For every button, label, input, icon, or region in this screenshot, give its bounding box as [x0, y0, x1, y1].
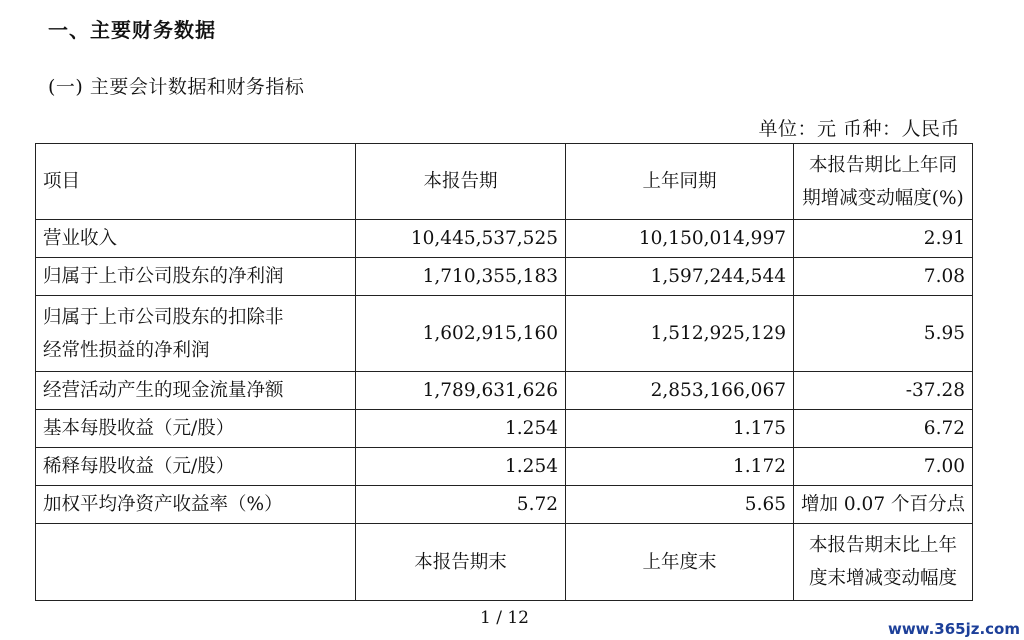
row-prior: 1,512,925,129 [566, 296, 794, 372]
row-change: 增加 0.07 个百分点 [794, 486, 973, 524]
table-row [36, 296, 973, 372]
row-change: 5.95 [794, 296, 973, 372]
row-prior: 1,597,244,544 [566, 258, 794, 296]
row-label: 经营活动产生的现金流量净额 [36, 372, 356, 410]
subheader-empty-cell [36, 524, 356, 601]
row-current: 1.254 [356, 410, 566, 448]
row-label: 稀释每股收益（元/股） [36, 448, 356, 486]
subheader-prior-year-end: 上年度末 [566, 524, 794, 601]
row-prior: 5.65 [566, 486, 794, 524]
header-prior-period: 上年同期 [566, 144, 794, 220]
row-current: 10,445,537,525 [356, 220, 566, 258]
financial-indicators-table [35, 143, 973, 601]
header-change-line1: 本报告期比上年同 [808, 154, 957, 176]
header-current-period: 本报告期 [356, 144, 566, 220]
row-prior: 10,150,014,997 [566, 220, 794, 258]
row-prior: 1.172 [566, 448, 794, 486]
table-row [36, 448, 973, 486]
subheader-change [794, 524, 973, 601]
row-current: 1,789,631,626 [356, 372, 566, 410]
table-row [36, 410, 973, 448]
table-row [36, 486, 973, 524]
row-label-line2: 经常性损益的净利润 [43, 339, 210, 361]
row-change: 6.72 [794, 410, 973, 448]
row-label: 归属于上市公司股东的净利润 [36, 258, 356, 296]
unit-currency-note: 单位：元 币种：人民币 [758, 118, 960, 140]
table-row [36, 258, 973, 296]
header-change [794, 144, 973, 220]
row-prior: 2,853,166,067 [566, 372, 794, 410]
section-title: 一、主要财务数据 [48, 18, 216, 42]
row-prior: 1.175 [566, 410, 794, 448]
row-label: 加权平均净资产收益率（%） [36, 486, 356, 524]
row-current: 5.72 [356, 486, 566, 524]
row-change: -37.28 [794, 372, 973, 410]
row-current: 1.254 [356, 448, 566, 486]
watermark: www.365jz.com [887, 620, 1020, 638]
table-subheader-row [36, 524, 973, 601]
row-change: 2.91 [794, 220, 973, 258]
header-item: 项目 [36, 144, 356, 220]
row-label: 营业收入 [36, 220, 356, 258]
row-change: 7.00 [794, 448, 973, 486]
table-row [36, 220, 973, 258]
row-label: 基本每股收益（元/股） [36, 410, 356, 448]
row-current: 1,710,355,183 [356, 258, 566, 296]
subheader-current-period-end: 本报告期末 [356, 524, 566, 601]
table-row [36, 372, 973, 410]
row-current: 1,602,915,160 [356, 296, 566, 372]
row-change: 7.08 [794, 258, 973, 296]
page-indicator: 1 / 12 [480, 608, 529, 628]
table-header-row [36, 144, 973, 220]
row-label [36, 296, 356, 372]
subheader-change-line1: 本报告期末比上年 [808, 535, 957, 556]
subheader-change-line2: 度末增减变动幅度 [808, 568, 957, 589]
row-label-line1: 归属于上市公司股东的扣除非 [43, 306, 284, 328]
subsection-title: (一) 主要会计数据和财务指标 [48, 76, 305, 98]
header-change-line2: 期增减变动幅度(%) [802, 187, 964, 209]
